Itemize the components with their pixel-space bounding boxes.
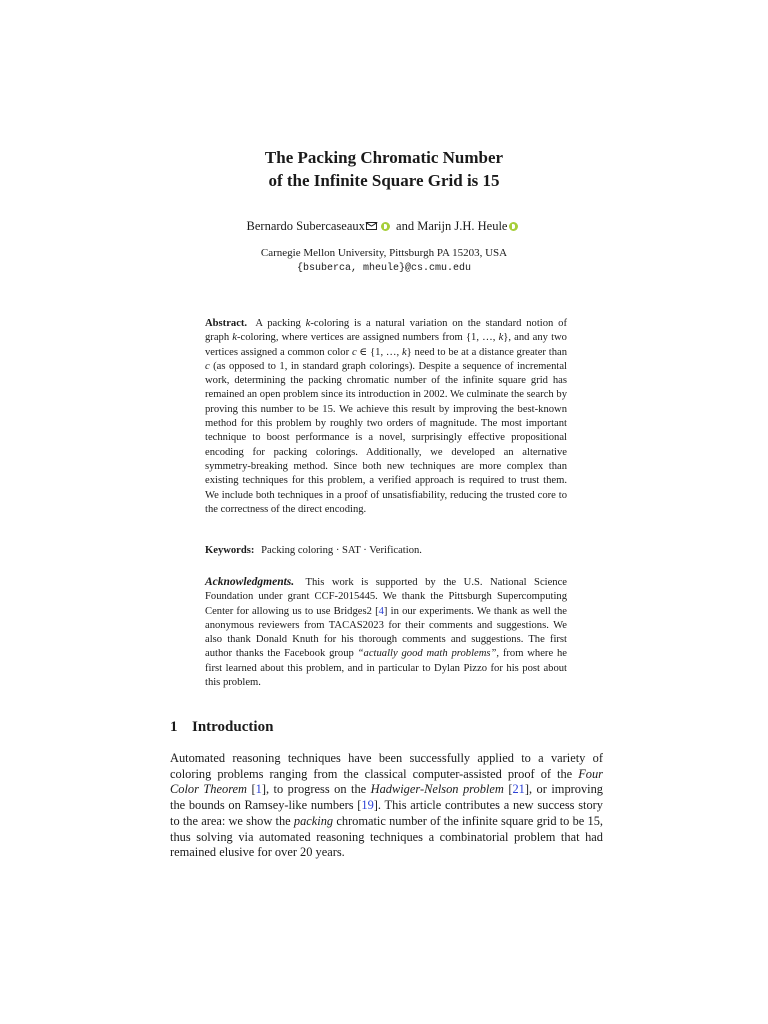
intro-text: chromatic number of the infinite square grid to be 15, thus solving via automated reasoning techniques a combinatorial problem that had remained elusive for over 20 years. bbox=[170, 813, 603, 860]
abstract-text: }, and any two vertices assigned a common color bbox=[205, 332, 567, 358]
author-join: and bbox=[396, 219, 415, 233]
math-var: c bbox=[205, 360, 210, 372]
title-line-2: of the Infinite Square Grid is 15 bbox=[268, 171, 500, 190]
section-title: Introduction bbox=[192, 719, 274, 735]
citation-link[interactable]: 4 bbox=[378, 605, 384, 617]
intro-text: ]. This article contributes a new success story to the area: we show the bbox=[170, 798, 603, 828]
intro-text: ], to progress on the bbox=[261, 782, 371, 797]
math-var: k bbox=[401, 346, 407, 358]
title-line-1: The Packing Chromatic Number bbox=[264, 148, 504, 167]
math-var: k bbox=[305, 318, 311, 329]
section-number: 1 bbox=[170, 719, 178, 735]
abstract-text: -coloring, where vertices are assigned numbers from {1, …, bbox=[237, 332, 499, 344]
acknowledgments bbox=[205, 575, 567, 690]
section-heading bbox=[170, 717, 273, 737]
intro-italic: Four Color Theorem bbox=[170, 766, 603, 797]
intro-paragraph bbox=[170, 751, 603, 861]
abstract-text: -coloring is a natural variation on the standard notion of graph bbox=[205, 318, 567, 344]
affiliation: Carnegie Mellon University, Pittsburgh PA 15203, USA bbox=[260, 247, 508, 259]
orcid-icon[interactable] bbox=[381, 222, 390, 231]
citation-link[interactable]: 21 bbox=[512, 782, 525, 797]
intro-text: [ bbox=[503, 782, 513, 797]
abstract-text: ∈ {1, …, bbox=[356, 346, 402, 358]
intro-text: ], or improving the bounds on Ramsey-like numbers [ bbox=[170, 782, 603, 813]
acknowledgments-text: , from where he first learned about this problem, and in particular to Dylan Pizzo for his post about this problem. bbox=[205, 648, 567, 689]
mail-icon[interactable] bbox=[366, 222, 377, 230]
email[interactable]: {bsuberca, mheule}@cs.cmu.edu bbox=[296, 263, 472, 274]
affiliation-block bbox=[0, 246, 768, 276]
acknowledgments-text: ] in our experiments. We thank as well the anonymous reviewers from TACAS2023 for their comments and suggestions. We also thank Donald Knuth for his thorough comments and suggestions. The first author thanks the Facebook group bbox=[205, 605, 567, 660]
intro-text: [ bbox=[247, 782, 256, 797]
intro-italic: packing bbox=[293, 813, 334, 828]
abstract bbox=[205, 317, 567, 517]
keywords-label: Keywords: bbox=[205, 545, 255, 556]
abstract-label: Abstract. bbox=[205, 318, 248, 329]
author-1: Bernardo Subercaseaux bbox=[246, 219, 365, 233]
abstract-text: } need to be at a distance greater than bbox=[406, 346, 567, 358]
paper-title bbox=[0, 146, 768, 192]
acknowledgments-text: This work is supported by the U.S. National Science Foundation under grant CCF-2015445. We thank the Pittsburgh Supercomputing Center for allowing us to use Bridges2 [ bbox=[205, 577, 567, 617]
citation-link[interactable]: 19 bbox=[361, 798, 374, 813]
intro-text: Automated reasoning techniques have been successfully applied to a variety of coloring problems ranging from the classical computer-assisted proof of the bbox=[170, 751, 603, 781]
math-var: k bbox=[498, 332, 504, 344]
citation-link[interactable]: 1 bbox=[255, 782, 262, 797]
orcid-icon[interactable] bbox=[509, 222, 518, 231]
acknowledgments-italic: “actually good math problems” bbox=[357, 648, 497, 660]
intro-italic: Hadwiger-Nelson problem bbox=[370, 782, 504, 797]
author-line bbox=[0, 218, 768, 234]
keywords bbox=[205, 544, 567, 558]
abstract-text: A packing bbox=[255, 318, 306, 329]
math-var: k bbox=[232, 332, 237, 344]
acknowledgments-label: Acknowledgments. bbox=[205, 576, 295, 588]
keywords-text: Packing coloring · SAT · Verification. bbox=[261, 545, 422, 556]
author-2: Marijn J.H. Heule bbox=[417, 219, 508, 233]
math-var: c bbox=[351, 346, 357, 358]
abstract-text: (as opposed to 1, in standard graph colorings). Despite a sequence of incremental work, determining the packing chromatic number of the infinite square grid has remained an open problem since its introduction in 2002. We culminate the search by proving this number to be 15. We achieve this result by improving the best-known method for this problem by roughly two orders of magnitude. The most important technique to boost performance is a novel, surprisingly effective propositional encoding for packing colorings. Additionally, we developed an alternative symmetry-breaking method. Since both new techniques are more complex than existing techniques for this problem, a verified approach is required to trust them. We include both techniques in a proof of unsatisfiability, reducing the trusted core to the correctness of the direct encoding. bbox=[205, 360, 567, 515]
